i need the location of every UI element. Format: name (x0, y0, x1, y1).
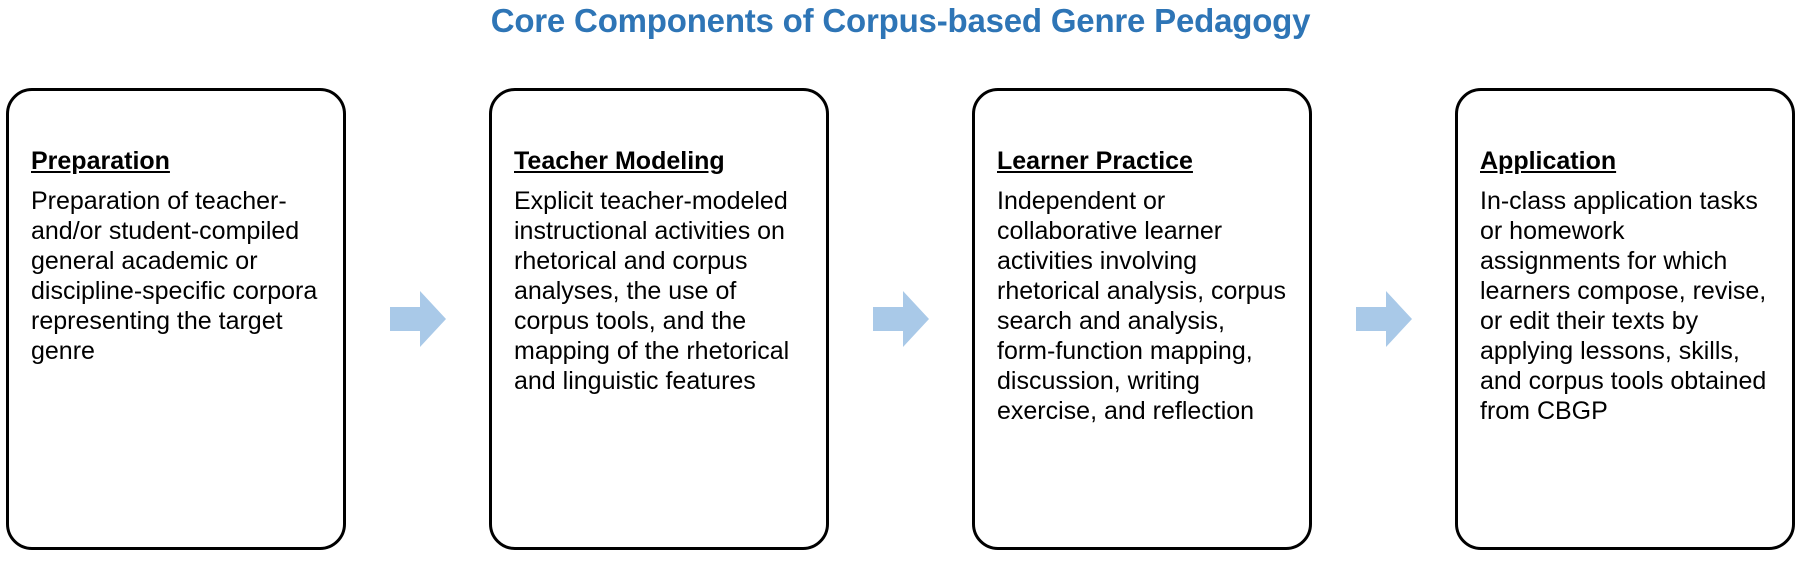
right-arrow-icon (873, 289, 929, 349)
process-flow (0, 88, 1801, 558)
step-body: Explicit teacher-modeled instructional activities on rhetorical and corpus analyses, the use of corpus tools, and the mapping of the rhetorical and linguistic features (514, 186, 790, 395)
process-step-preparation (6, 88, 346, 550)
step-body: Preparation of teacher- and/or student-compiled general academic or discipline-specific corpora representing the target genre (31, 186, 318, 365)
process-step-application (1455, 88, 1795, 550)
step-body: In-class application tasks or homework assignments for which learners compose, revise, or edit their texts by applying lessons, skills, and corpus tools obtained from CBGP (1480, 186, 1767, 425)
step-heading: Teacher Modeling (514, 147, 725, 175)
step-heading: Preparation (31, 147, 170, 175)
step-heading: Application (1480, 147, 1617, 175)
connector-1 (385, 88, 451, 550)
connector-2 (868, 88, 934, 550)
diagram-title: Core Components of Corpus-based Genre Pedagogy (490, 2, 1311, 39)
right-arrow-icon (390, 289, 446, 349)
step-heading: Learner Practice (997, 147, 1193, 175)
step-body: Independent or collaborative learner activities involving rhetorical analysis, corpus search and analysis, form-function mapping, discussion, writing exercise, and reflection (997, 186, 1287, 425)
process-step-learner-practice (972, 88, 1312, 550)
right-arrow-icon (1356, 289, 1412, 349)
connector-3 (1351, 88, 1417, 550)
process-step-teacher-modeling (489, 88, 829, 550)
